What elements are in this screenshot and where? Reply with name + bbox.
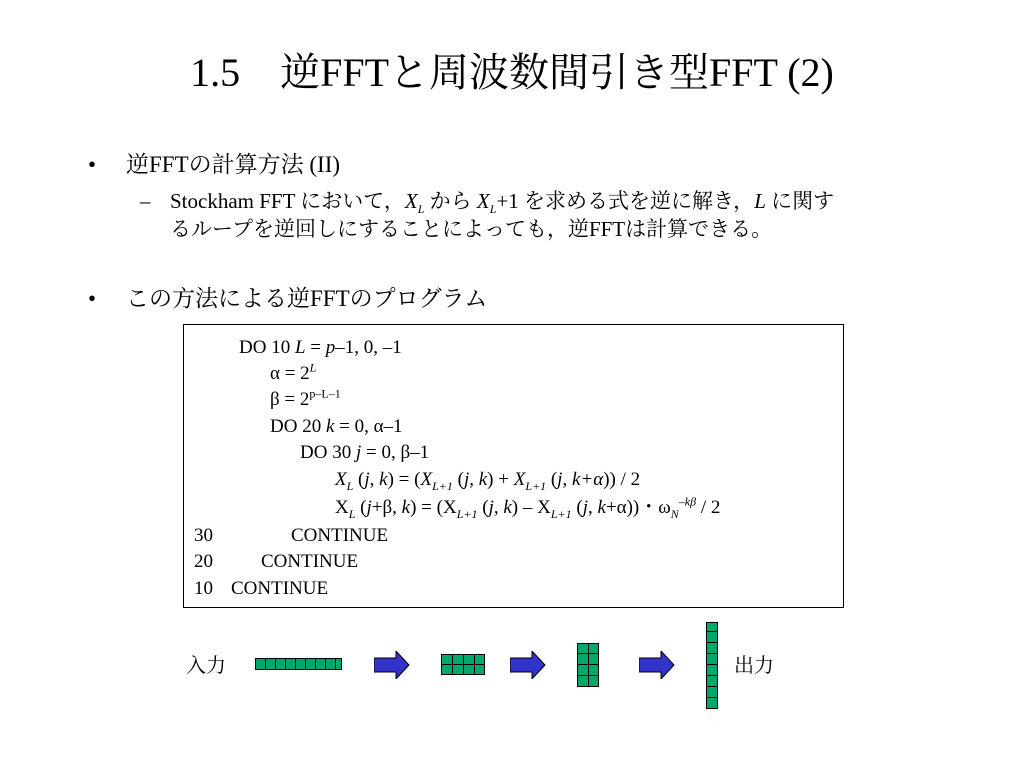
intermediate-grid-2	[577, 643, 599, 687]
sub-text-line2: るループを逆回しにすることによっても，逆FFTは計算できる。	[170, 217, 773, 241]
code-line-equation-1: $X_L$ (j, $k) = (X_{L+1}$ (j, $k) + X_{L+1}$ (j, k+α)) / 2	[335, 469, 641, 493]
code-box	[183, 324, 844, 608]
sub-marker: –	[140, 189, 151, 213]
var-l-subscript: L	[417, 202, 425, 217]
intermediate-grid-1	[441, 654, 485, 675]
sub-text-1: Stockham FFT において，	[170, 189, 405, 213]
sub-text-3: +1 を求める式を逆に解き，	[496, 189, 755, 213]
bullet-marker: •	[88, 286, 97, 311]
code-line-continue-10: 10 CONTINUE	[194, 578, 329, 599]
bullet-inverse-fft-method	[88, 150, 341, 180]
arrow-right-icon	[374, 651, 410, 679]
arrow-right-icon	[639, 651, 675, 679]
sub-item-stockham	[140, 187, 950, 243]
var-x: X	[476, 189, 490, 213]
slide-title: 1.5 逆FFTと周波数間引き型FFT (2)	[190, 50, 834, 95]
var-l-subscript: L	[489, 202, 497, 217]
sub-text-2: から	[424, 189, 477, 213]
bullet-marker: •	[88, 152, 97, 177]
input-array-grid	[255, 658, 342, 670]
code-line-continue-20: 20 CONTINUE	[194, 551, 359, 572]
input-label: 入力	[186, 655, 226, 677]
code-line-do30: DO 30 j = 0, β–1	[300, 442, 430, 463]
code-line-alpha: $\alpha = 2^L$	[270, 360, 317, 384]
sub-text-4: に関す	[765, 189, 835, 213]
bullet-text: 逆FFTの計算方法 (II)	[126, 152, 341, 177]
code-line-beta: $\beta = 2^{p-L-1}$	[270, 386, 341, 410]
code-line-equation-2: $X_L$ (j+β, $k) = (X_{L+1}$ (j, $k) - X_{L+1}$ (j, k+α))・$\omega_N^{-k\beta} / 2$	[335, 494, 721, 521]
output-array-grid	[706, 622, 718, 709]
code-line-do20: DO 20 k = 0, α–1	[270, 416, 403, 437]
bullet-text: この方法による逆FFTのプログラム	[126, 286, 488, 311]
arrow-right-icon	[510, 651, 546, 679]
code-line-do10: DO 10 L = p–1, 0, –1	[239, 337, 402, 358]
output-label: 出力	[734, 655, 774, 677]
bullet-program	[88, 284, 488, 314]
code-line-continue-30: 30 CONTINUE	[194, 525, 389, 546]
var-l: L	[754, 189, 766, 213]
var-x: X	[404, 189, 418, 213]
